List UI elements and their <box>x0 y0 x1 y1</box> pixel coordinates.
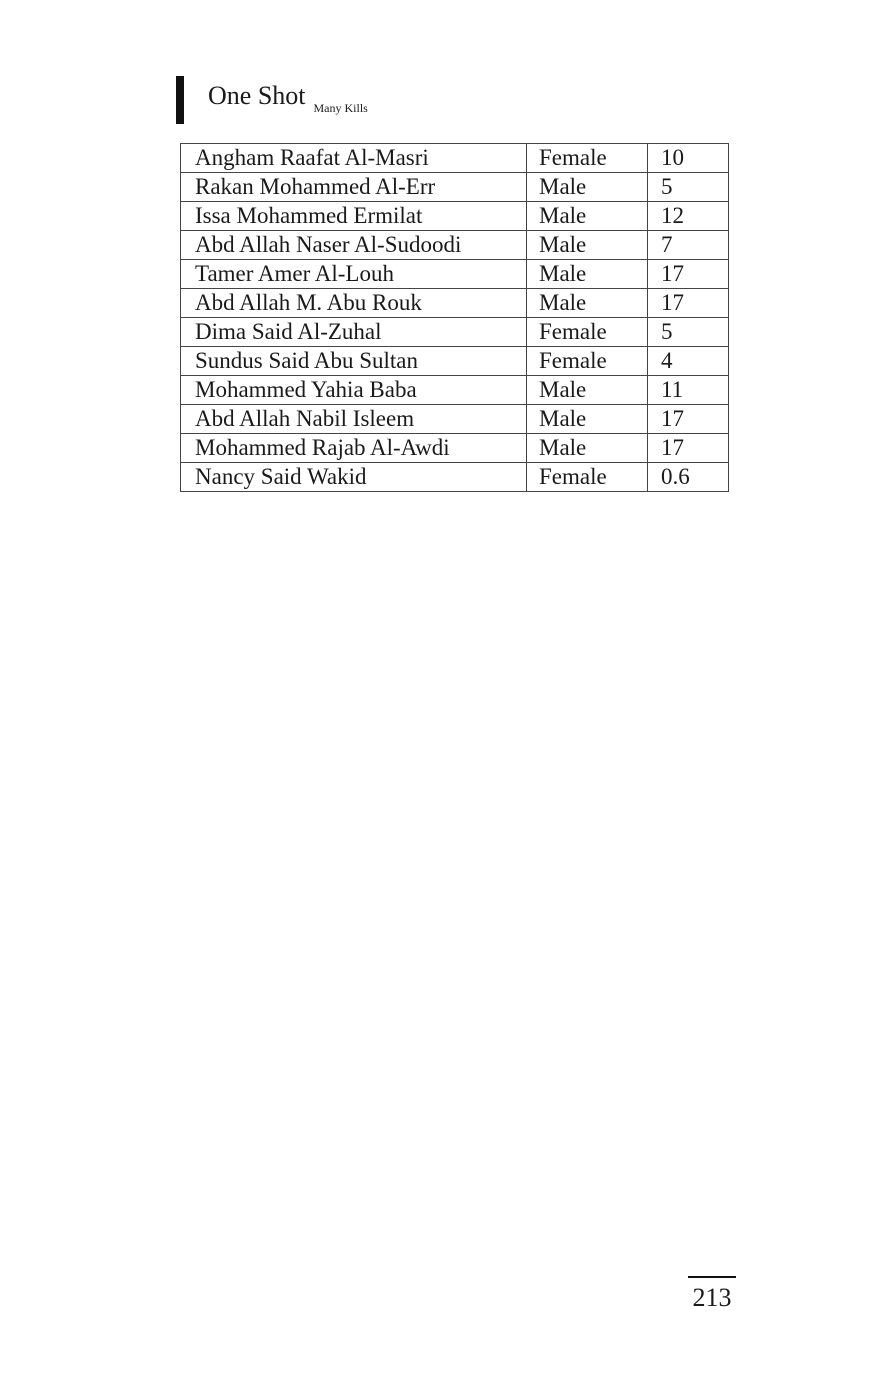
age-cell: 4 <box>648 347 729 376</box>
table-row <box>181 318 729 347</box>
table-row <box>181 463 729 492</box>
table-row <box>181 260 729 289</box>
table-row <box>181 405 729 434</box>
age-cell: 17 <box>648 405 729 434</box>
name-cell: Abd Allah M. Abu Rouk <box>181 289 527 318</box>
age-cell: 11 <box>648 376 729 405</box>
name-cell: Sundus Said Abu Sultan <box>181 347 527 376</box>
header-title: One Shot <box>208 81 306 110</box>
gender-cell: Male <box>527 434 648 463</box>
gender-cell: Female <box>527 318 648 347</box>
name-cell: Mohammed Yahia Baba <box>181 376 527 405</box>
header-bar <box>176 76 184 124</box>
name-cell: Tamer Amer Al-Louh <box>181 260 527 289</box>
name-cell: Abd Allah Nabil Isleem <box>181 405 527 434</box>
header-subtitle: Many Kills <box>313 101 368 115</box>
gender-cell: Male <box>527 202 648 231</box>
age-cell: 17 <box>648 434 729 463</box>
name-cell: Rakan Mohammed Al-Err <box>181 173 527 202</box>
table-row <box>181 289 729 318</box>
page-number: 213 <box>692 1283 732 1312</box>
name-cell: Nancy Said Wakid <box>181 463 527 492</box>
gender-cell: Female <box>527 144 648 173</box>
table-row <box>181 347 729 376</box>
table-row <box>181 144 729 173</box>
gender-cell: Male <box>527 376 648 405</box>
name-cell: Issa Mohammed Ermilat <box>181 202 527 231</box>
age-cell: 12 <box>648 202 729 231</box>
age-cell: 17 <box>648 289 729 318</box>
gender-cell: Male <box>527 405 648 434</box>
age-cell: 0.6 <box>648 463 729 492</box>
table-row <box>181 173 729 202</box>
age-cell: 7 <box>648 231 729 260</box>
age-cell: 17 <box>648 260 729 289</box>
table-row <box>181 434 729 463</box>
gender-cell: Male <box>527 289 648 318</box>
name-cell: Dima Said Al-Zuhal <box>181 318 527 347</box>
gender-cell: Male <box>527 260 648 289</box>
header-text <box>208 80 368 115</box>
age-cell: 5 <box>648 173 729 202</box>
page-number-rule <box>688 1276 736 1278</box>
name-cell: Mohammed Rajab Al-Awdi <box>181 434 527 463</box>
name-cell: Abd Allah Naser Al-Sudoodi <box>181 231 527 260</box>
table-row <box>181 202 729 231</box>
gender-cell: Male <box>527 173 648 202</box>
name-cell: Angham Raafat Al-Masri <box>181 144 527 173</box>
gender-cell: Female <box>527 463 648 492</box>
table-row <box>181 376 729 405</box>
gender-cell: Female <box>527 347 648 376</box>
victims-table <box>180 143 729 492</box>
running-header <box>176 76 368 124</box>
table-row <box>181 231 729 260</box>
age-cell: 5 <box>648 318 729 347</box>
gender-cell: Male <box>527 231 648 260</box>
age-cell: 10 <box>648 144 729 173</box>
